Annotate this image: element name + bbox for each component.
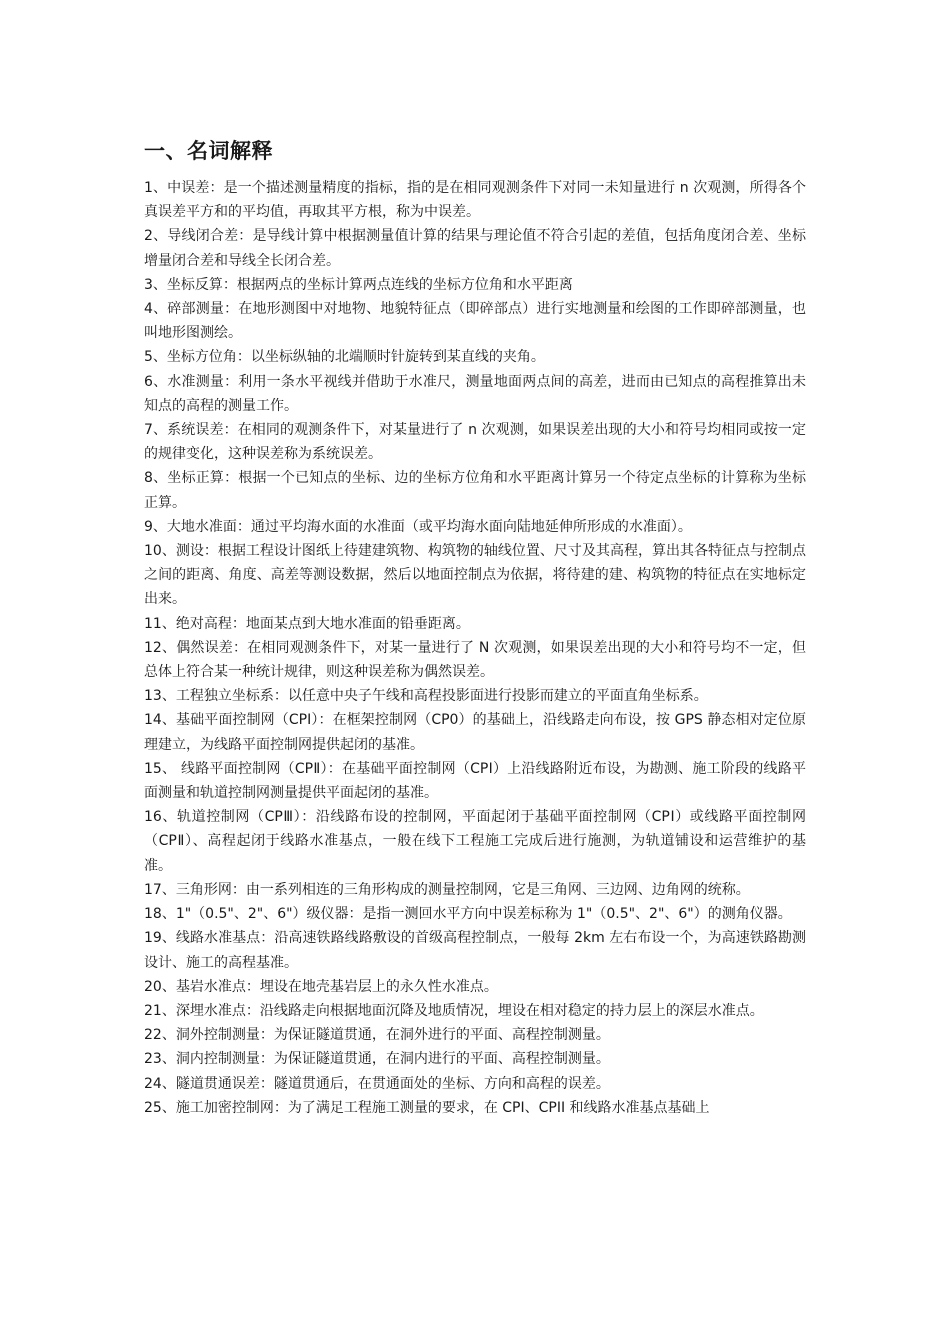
definition-entry-1: 1、中误差：是一个描述测量精度的指标，指的是在相同观测条件下对同一未知量进行 n 次观测，所得各个真误差平方和的平均值，再取其平方根，称为中误差。	[144, 180, 806, 221]
definition-entry-24: 24、隧道贯通误差：隧道贯通后，在贯通面处的坐标、方向和高程的误差。	[144, 1075, 610, 1092]
definition-entry-5: 5、坐标方位角：以坐标纵轴的北端顺时针旋转到某直线的夹角。	[144, 349, 545, 366]
definition-entry-23: 23、洞内控制测量：为保证隧道贯通，在洞内进行的平面、高程控制测量。	[144, 1051, 610, 1068]
definition-entry-21: 21、深埋水准点：沿线路走向根据地面沉降及地质情况，埋设在相对稳定的持力层上的深层水准点。	[144, 1002, 764, 1019]
definition-entry-3: 3、坐标反算：根据两点的坐标计算两点连线的坐标方位角和水平距离	[144, 276, 573, 293]
definition-entry-11: 11、绝对高程：地面某点到大地水准面的铅垂距离。	[144, 615, 470, 632]
definition-entry-14: 14、基础平面控制网（CPⅠ）：在框架控制网（CP0）的基础上，沿线路走向布设，按 GPS 静态相对定位原理建立，为线路平面控制网提供起闭的基准。	[144, 712, 806, 753]
section-heading: 一、名词解释	[144, 139, 273, 163]
definition-entry-2: 2、导线闭合差：是导线计算中根据测量值计算的结果与理论值不符合引起的差值，包括角度闭合差、坐标增量闭合差和导线全长闭合差。	[144, 228, 806, 269]
definition-entry-8: 8、坐标正算：根据一个已知点的坐标、边的坐标方位角和水平距离计算另一个待定点坐标的计算称为坐标正算。	[144, 470, 806, 511]
definition-list	[144, 176, 806, 1120]
definition-entry-17: 17、三角形网：由一系列相连的三角形构成的测量控制网，它是三角网、三边网、边角网的统称。	[144, 881, 750, 898]
definition-entry-4: 4、碎部测量：在地形测图中对地物、地貌特征点（即碎部点）进行实地测量和绘图的工作即碎部测量，也叫地形图测绘。	[144, 301, 806, 342]
definition-entry-20: 20、基岩水准点：埋设在地壳基岩层上的永久性水准点。	[144, 978, 498, 995]
definition-entry-7: 7、系统误差：在相同的观测条件下，对某量进行了 n 次观测，如果误差出现的大小和符号均相同或按一定的规律变化，这种误差称为系统误差。	[144, 422, 806, 463]
definition-entry-10: 10、测设：根据工程设计图纸上待建建筑物、构筑物的轴线位置、尺寸及其高程，算出其各特征点与控制点之间的距离、角度、高差等测设数据，然后以地面控制点为依据，将待建的建、构筑物的特征点在实地标定出来。	[144, 543, 806, 608]
definition-entry-9: 9、大地水准面：通过平均海水面的水准面（或平均海水面向陆地延伸所形成的水准面）。	[144, 518, 692, 535]
definition-entry-6: 6、水准测量：利用一条水平视线并借助于水准尺，测量地面两点间的高差，进而由已知点的高程推算出未知点的高程的测量工作。	[144, 373, 806, 414]
definition-entry-12: 12、偶然误差：在相同观测条件下，对某一量进行了 N 次观测，如果误差出现的大小和符号均不一定，但总体上符合某一种统计规律，则这种误差称为偶然误差。	[144, 639, 806, 681]
definition-entry-25: 25、施工加密控制网：为了满足工程施工测量的要求，在 CPI、CPII 和线路水准基点基础上	[144, 1099, 710, 1116]
definition-entry-13: 13、工程独立坐标系：以任意中央子午线和高程投影面进行投影而建立的平面直角坐标系。	[144, 688, 708, 705]
definition-entry-15: 15、 线路平面控制网（CPⅡ）：在基础平面控制网（CPⅠ）上沿线路附近布设，为勘测、施工阶段的线路平面测量和轨道控制网测量提供平面起闭的基准。	[144, 760, 806, 802]
definition-entry-16: 16、轨道控制网（CPⅢ）：沿线路布设的控制网，平面起闭于基础平面控制网（CPⅠ）或线路平面控制网（CPⅡ）、高程起闭于线路水准基点，一般在线下工程施工完成后进行施测，为轨道铺设和运营维护的基准。	[144, 809, 806, 874]
definition-entry-22: 22、洞外控制测量：为保证隧道贯通，在洞外进行的平面、高程控制测量。	[144, 1027, 610, 1044]
definition-entry-18: 18、1"（0.5"、2"、6"）级仪器：是指一测回水平方向中误差标称为 1"（0.5"、2"、6"）的测角仪器。	[144, 906, 792, 923]
definition-entry-19: 19、线路水准基点：沿高速铁路线路敷设的首级高程控制点，一般每 2km 左右布设一个，为高速铁路勘测设计、施工的高程基准。	[144, 930, 806, 971]
